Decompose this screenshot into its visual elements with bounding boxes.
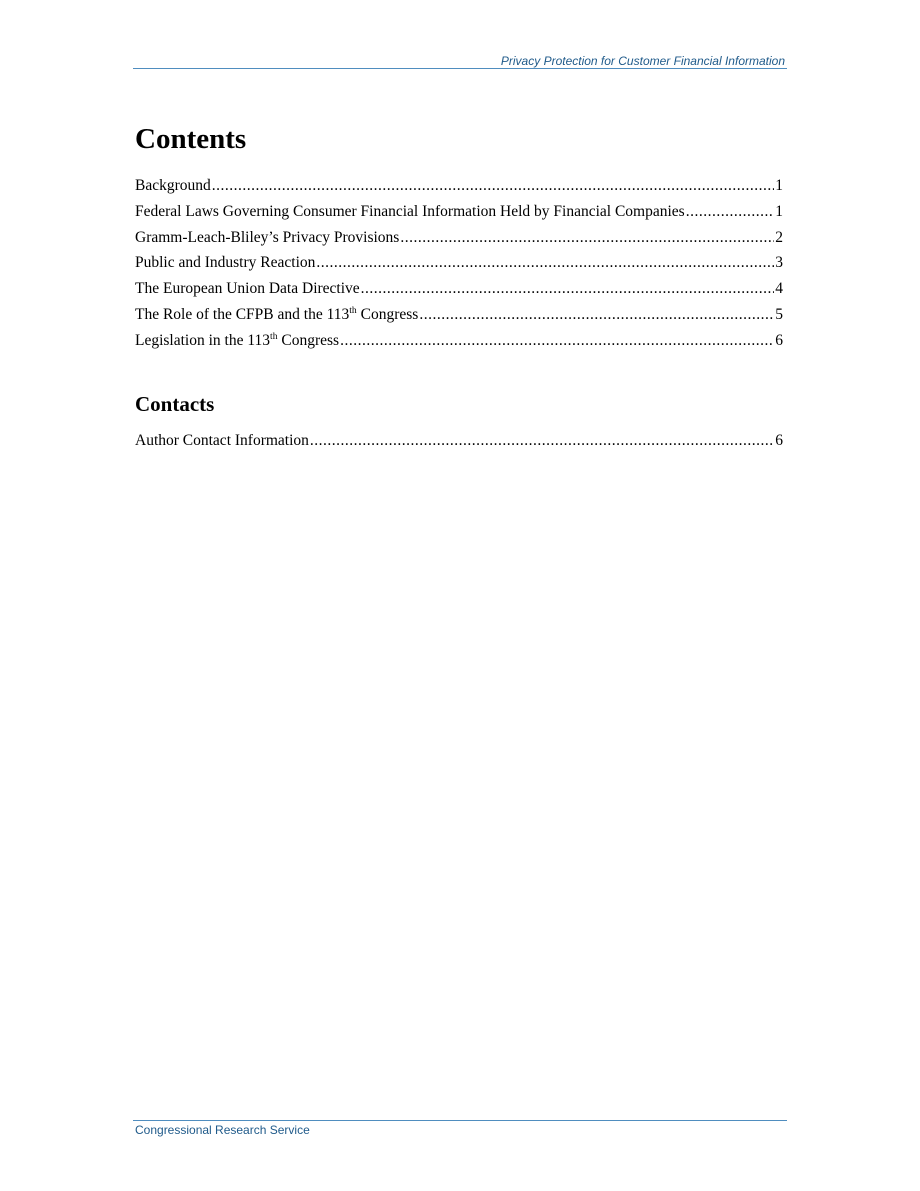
- contents-heading: Contents: [135, 123, 247, 155]
- toc-entry-title: Author Contact Information: [135, 432, 309, 449]
- toc-page-number: 4: [775, 280, 783, 298]
- running-header: Privacy Protection for Customer Financial Information: [500, 54, 785, 68]
- footer-organization: Congressional Research Service: [135, 1123, 310, 1137]
- dot-leader: [686, 199, 775, 225]
- toc-entry-gramm-leach-bliley[interactable]: [135, 225, 783, 251]
- toc-entry-legislation-113th[interactable]: [135, 328, 783, 354]
- toc-page-number: 1: [775, 202, 783, 220]
- toc-entry-title: Background: [135, 177, 211, 194]
- toc-page-number: 6: [775, 432, 783, 449]
- dot-leader: [212, 173, 774, 199]
- toc-entry-title: Legislation in the 113th Congress: [135, 330, 340, 349]
- toc-entry-eu-data-directive[interactable]: [135, 276, 783, 302]
- toc-page-number: 1: [775, 177, 783, 194]
- toc-entry-public-industry-reaction[interactable]: [135, 250, 783, 276]
- contacts-heading: Contacts: [135, 392, 215, 416]
- toc-entry-title: Public and Industry Reaction: [135, 254, 316, 272]
- toc-entry-author-contact[interactable]: [135, 428, 783, 454]
- toc-entry-role-of-cfpb[interactable]: [135, 302, 783, 328]
- header-rule: [133, 68, 787, 69]
- toc-entry-title: Federal Laws Governing Consumer Financial Information Held by Financial Companies: [135, 202, 685, 220]
- contents-list: [135, 173, 783, 354]
- toc-entry-title: The Role of the CFPB and the 113th Congress: [135, 304, 419, 323]
- toc-page-number: 2: [775, 228, 783, 246]
- dot-leader: [316, 250, 774, 276]
- toc-entry-federal-laws[interactable]: [135, 199, 783, 225]
- toc-page-number: 6: [775, 331, 783, 349]
- footer-rule: [133, 1120, 787, 1121]
- toc-entry-title: The European Union Data Directive: [135, 280, 360, 298]
- contacts-list: [135, 428, 783, 454]
- toc-entry-background[interactable]: [135, 173, 783, 199]
- dot-leader: [400, 225, 774, 251]
- toc-page-number: 3: [775, 254, 783, 272]
- dot-leader: [419, 302, 774, 328]
- dot-leader: [340, 328, 774, 354]
- toc-entry-title: Gramm-Leach-Bliley’s Privacy Provisions: [135, 228, 400, 246]
- dot-leader: [310, 428, 774, 454]
- dot-leader: [361, 276, 775, 302]
- toc-page-number: 5: [775, 305, 783, 323]
